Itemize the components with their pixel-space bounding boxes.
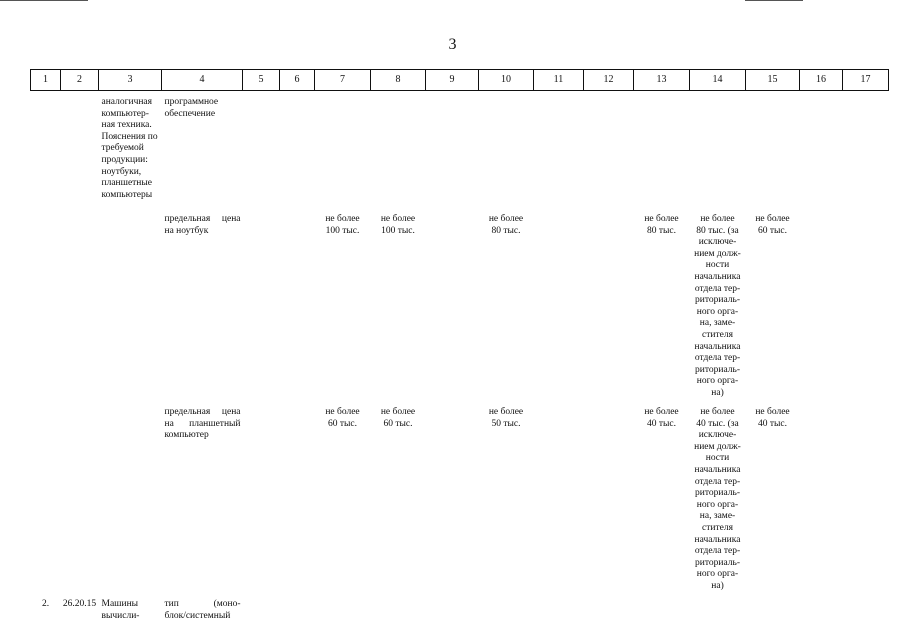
characteristic-line: на ноутбук — [164, 225, 209, 236]
top-rule-left — [0, 0, 88, 1]
characteristic-word: тип — [164, 599, 179, 609]
requirements-table — [30, 69, 889, 629]
value-cell-col13: не более 40 тыс. — [644, 407, 679, 429]
value-cell-col14: не более 40 тыс. (за исключе- нием долж- ности начальника отдела тер- риториаль- ного орга- на, заме- стителя начальника отдела тер- риториаль- ного орга- на) — [694, 407, 741, 591]
value-cell-col7: не более 100 тыс. — [325, 214, 360, 236]
top-rule-right — [745, 0, 803, 1]
characteristic-word: цена — [221, 214, 241, 224]
col-header-10: 10 — [479, 70, 534, 91]
col-header-1: 1 — [31, 70, 61, 91]
table-row — [31, 91, 889, 215]
value-cell-col15: не более 60 тыс. — [755, 214, 790, 236]
col-header-12: 12 — [584, 70, 634, 91]
category-description-cell: аналогичная компьютер- ная техника. Пояснения по требуемой продукции: ноутбуки, планшетные компьютеры — [101, 97, 158, 200]
col-header-4: 4 — [162, 70, 243, 91]
col-header-3: 3 — [99, 70, 162, 91]
col-header-13: 13 — [634, 70, 690, 91]
value-cell-col10: не более 50 тыс. — [488, 407, 524, 429]
col-header-8: 8 — [371, 70, 426, 91]
table-row — [31, 214, 889, 407]
characteristic-word: (моно- — [213, 599, 241, 609]
characteristic-word: предельная — [164, 407, 211, 417]
col-header-5: 5 — [243, 70, 280, 91]
item-number-cell: 2. — [41, 599, 50, 609]
characteristic-cell — [162, 407, 243, 599]
okpd-code-cell: 26.20.15 — [62, 599, 97, 609]
col-header-14: 14 — [690, 70, 746, 91]
characteristic-cell: программное обеспечение — [164, 97, 219, 119]
value-cell-col13: не более 80 тыс. — [644, 214, 679, 236]
characteristic-word: на — [164, 418, 174, 429]
value-cell-col7: не более 60 тыс. — [325, 407, 360, 429]
value-cell-col8: не более 100 тыс. — [380, 214, 416, 236]
value-cell-col8: не более 60 тыс. — [380, 407, 416, 429]
value-cell-col10: не более 80 тыс. — [488, 214, 524, 236]
characteristic-word: предельная — [164, 214, 211, 224]
category-description-cell: Машины вычисли- — [101, 599, 140, 621]
col-header-16: 16 — [800, 70, 843, 91]
characteristic-cell — [162, 214, 243, 407]
characteristic-word: планшетный — [189, 418, 241, 429]
characteristic-word: цена — [221, 407, 241, 417]
characteristic-cell — [162, 599, 243, 629]
col-header-7: 7 — [315, 70, 371, 91]
col-header-17: 17 — [843, 70, 889, 91]
characteristic-line: блок/системный — [164, 610, 231, 621]
table-row — [31, 407, 889, 599]
col-header-15: 15 — [746, 70, 800, 91]
table-row — [31, 599, 889, 629]
col-header-6: 6 — [280, 70, 315, 91]
col-header-11: 11 — [534, 70, 584, 91]
characteristic-line: компьютер — [164, 430, 209, 441]
page-number: 3 — [448, 36, 457, 53]
value-cell-col15: не более 40 тыс. — [755, 407, 790, 429]
column-number-header-row — [31, 70, 889, 91]
col-header-9: 9 — [426, 70, 479, 91]
value-cell-col14: не более 80 тыс. (за исключе- нием долж- ности начальника отдела тер- риториаль- ного орга- на, заме- стителя начальника отдела тер- риториаль- ного орга- на) — [694, 214, 741, 398]
col-header-2: 2 — [61, 70, 99, 91]
